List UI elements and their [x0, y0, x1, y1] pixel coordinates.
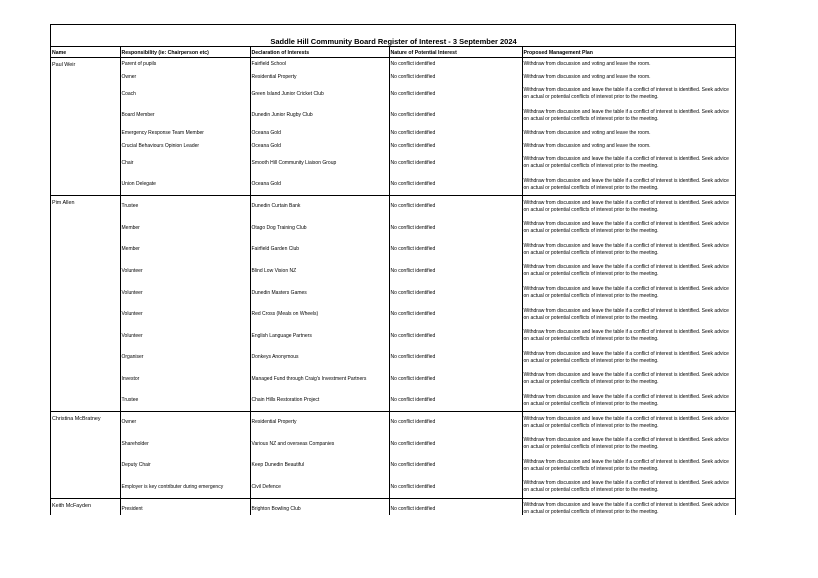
responsibility-cell: Board Member: [120, 105, 250, 127]
header-declaration: Declaration of Interests: [250, 47, 389, 58]
table-row: [51, 477, 736, 499]
nature-cell: No conflict identified: [389, 127, 522, 140]
table-row: [51, 325, 736, 347]
nature-cell: No conflict identified: [389, 433, 522, 455]
table-row: [51, 455, 736, 477]
responsibility-cell: Volunteer: [120, 325, 250, 347]
responsibility-cell: Deputy Chair: [120, 455, 250, 477]
nature-cell: No conflict identified: [389, 105, 522, 127]
plan-cell: Withdraw from discussion and leave the table if a conflict of interest is identified. Seek advice on actual or potential conflicts of interest prior to the meeting.: [522, 498, 736, 515]
register-title: Saddle Hill Community Board Register of Interest - 3 September 2024: [51, 25, 736, 47]
member-name: Pim Allen: [51, 196, 120, 412]
nature-cell: No conflict identified: [389, 261, 522, 283]
declaration-cell: Residential Property: [250, 412, 389, 434]
declaration-cell: Oceana Gold: [250, 140, 389, 153]
table-row: [51, 127, 736, 140]
declaration-cell: Fairfield School: [250, 58, 389, 71]
plan-cell: Withdraw from discussion and leave the table if a conflict of interest is identified. Seek advice on actual or potential conflicts of interest prior to the meeting.: [523, 286, 729, 300]
register-table: [51, 25, 736, 515]
declaration-cell: Managed Fund through Craig's Investment Partners: [250, 369, 389, 391]
plan-cell: Withdraw from discussion and leave the table if a conflict of interest is identified. Seek advice on actual or potential conflicts of interest prior to the meeting.: [523, 87, 729, 101]
plan-cell: Withdraw from discussion and voting and leave the room.: [522, 58, 736, 71]
declaration-cell: Red Cross (Meals on Wheels): [250, 304, 389, 326]
declaration-cell: Dunedin Masters Games: [250, 282, 389, 304]
responsibility-cell: Volunteer: [120, 261, 250, 283]
register-sheet: [50, 24, 736, 515]
responsibility-cell: Union Delegate: [120, 174, 250, 196]
plan-cell: Withdraw from discussion and leave the table if a conflict of interest is identified. Seek advice on actual or potential conflicts of interest prior to the meeting.: [523, 221, 729, 235]
nature-cell: No conflict identified: [389, 140, 522, 153]
table-row: [51, 239, 736, 261]
nature-cell: No conflict identified: [389, 58, 522, 71]
nature-cell: No conflict identified: [389, 153, 522, 175]
responsibility-cell: Emergency Response Team Member: [120, 127, 250, 140]
table-row: [51, 304, 736, 326]
responsibility-cell: Parent of pupils: [120, 58, 250, 71]
plan-cell: Withdraw from discussion and leave the table if a conflict of interest is identified. Seek advice on actual or potential conflicts of interest prior to the meeting.: [523, 329, 729, 343]
plan-cell: Withdraw from discussion and voting and leave the room.: [523, 129, 651, 136]
table-row: [51, 84, 736, 106]
declaration-cell: Dunedin Junior Rugby Club: [250, 105, 389, 127]
plan-cell: Withdraw from discussion and leave the table if a conflict of interest is identified. Seek advice on actual or potential conflicts of interest prior to the meeting.: [523, 177, 729, 191]
nature-cell: No conflict identified: [389, 477, 522, 499]
plan-cell: Withdraw from discussion and leave the table if a conflict of interest is identified. Seek advice on actual or potential conflicts of interest prior to the meeting.: [523, 458, 729, 472]
nature-cell: No conflict identified: [389, 282, 522, 304]
responsibility-cell: Coach: [120, 84, 250, 106]
plan-cell: Withdraw from discussion and leave the table if a conflict of interest is identified. Seek advice on actual or potential conflicts of interest prior to the meeting.: [523, 264, 729, 278]
plan-cell: Withdraw from discussion and leave the table if a conflict of interest is identified. Seek advice on actual or potential conflicts of interest prior to the meeting.: [523, 242, 729, 256]
responsibility-cell: President: [120, 498, 250, 515]
plan-cell: Withdraw from discussion and voting and leave the room.: [523, 142, 651, 149]
declaration-cell: Dunedin Curtain Bank: [250, 196, 389, 218]
nature-cell: No conflict identified: [389, 217, 522, 239]
plan-cell: Withdraw from discussion and leave the table if a conflict of interest is identified. Seek advice on actual or potential conflicts of interest prior to the meeting.: [523, 156, 729, 170]
responsibility-cell: Member: [120, 217, 250, 239]
responsibility-cell: Owner: [120, 71, 250, 84]
table-row: [51, 369, 736, 391]
table-row: [51, 140, 736, 153]
responsibility-cell: Organiser: [120, 347, 250, 369]
plan-cell: Withdraw from discussion and leave the table if a conflict of interest is identified. Seek advice on actual or potential conflicts of interest prior to the meeting.: [523, 437, 729, 451]
declaration-cell: Donkeys Anonymous: [250, 347, 389, 369]
header-plan: Proposed Management Plan: [522, 47, 736, 58]
member-name: Paul Weir: [51, 58, 120, 196]
table-row: [51, 433, 736, 455]
responsibility-cell: Employer is key contributer during emergency: [120, 477, 250, 499]
responsibility-cell: Member: [120, 239, 250, 261]
table-row: [51, 261, 736, 283]
declaration-cell: Keep Dunedin Beautiful: [250, 455, 389, 477]
table-row: [51, 174, 736, 196]
table-row: [51, 71, 736, 84]
table-row: [51, 105, 736, 127]
plan-cell: Withdraw from discussion and leave the table if a conflict of interest is identified. Seek advice on actual or potential conflicts of interest prior to the meeting.: [523, 372, 729, 386]
table-row: [51, 347, 736, 369]
declaration-cell: Blind Low Vision NZ: [250, 261, 389, 283]
plan-cell: Withdraw from discussion and leave the table if a conflict of interest is identified. Seek advice on actual or potential conflicts of interest prior to the meeting.: [523, 108, 729, 122]
member-name: Keith McFayden: [51, 498, 120, 515]
nature-cell: No conflict identified: [389, 390, 522, 412]
responsibility-cell: Chair: [120, 153, 250, 175]
table-row: [51, 217, 736, 239]
nature-cell: No conflict identified: [389, 196, 522, 218]
responsibility-cell: Crucial Behaviours Opinion Leader: [120, 140, 250, 153]
nature-cell: No conflict identified: [389, 369, 522, 391]
nature-cell: No conflict identified: [389, 347, 522, 369]
declaration-cell: Brighton Bowling Club: [250, 498, 389, 515]
nature-cell: No conflict identified: [389, 239, 522, 261]
plan-cell: Withdraw from discussion and leave the table if a conflict of interest is identified. Seek advice on actual or potential conflicts of interest prior to the meeting.: [522, 196, 736, 218]
table-row: [51, 58, 736, 71]
declaration-cell: Civil Defence: [250, 477, 389, 499]
nature-cell: No conflict identified: [389, 325, 522, 347]
declaration-cell: Oceana Gold: [250, 174, 389, 196]
responsibility-cell: Shareholder: [120, 433, 250, 455]
responsibility-cell: Investor: [120, 369, 250, 391]
header-responsibility: Responsibility (ie: Chairperson etc): [120, 47, 250, 58]
declaration-cell: Chain Hills Restoration Project: [250, 390, 389, 412]
declaration-cell: Various NZ and overseas Companies: [250, 433, 389, 455]
responsibility-cell: Volunteer: [120, 304, 250, 326]
nature-cell: No conflict identified: [389, 174, 522, 196]
table-row: [51, 412, 736, 434]
declaration-cell: Fairfield Garden Club: [250, 239, 389, 261]
table-row: [51, 390, 736, 412]
member-name: Christina McBratney: [51, 412, 120, 498]
plan-cell: Withdraw from discussion and leave the table if a conflict of interest is identified. Seek advice on actual or potential conflicts of interest prior to the meeting.: [523, 307, 729, 321]
declaration-cell: Residential Property: [250, 71, 389, 84]
nature-cell: No conflict identified: [389, 71, 522, 84]
plan-cell: Withdraw from discussion and leave the table if a conflict of interest is identified. Seek advice on actual or potential conflicts of interest prior to the meeting.: [523, 350, 729, 364]
declaration-cell: Green Island Junior Cricket Club: [250, 84, 389, 106]
declaration-cell: English Language Partners: [250, 325, 389, 347]
table-row: [51, 196, 736, 218]
nature-cell: No conflict identified: [389, 455, 522, 477]
declaration-cell: Otago Dog Training Club: [250, 217, 389, 239]
responsibility-cell: Volunteer: [120, 282, 250, 304]
declaration-cell: Oceana Gold: [250, 127, 389, 140]
plan-cell: Withdraw from discussion and leave the table if a conflict of interest is identified. Seek advice on actual or potential conflicts of interest prior to the meeting.: [523, 480, 729, 494]
plan-cell: Withdraw from discussion and leave the table if a conflict of interest is identified. Seek advice on actual or potential conflicts of interest prior to the meeting.: [523, 393, 729, 407]
responsibility-cell: Owner: [120, 412, 250, 434]
nature-cell: No conflict identified: [389, 304, 522, 326]
plan-cell: Withdraw from discussion and leave the table if a conflict of interest is identified. Seek advice on actual or potential conflicts of interest prior to the meeting.: [522, 412, 736, 434]
responsibility-cell: Trustee: [120, 196, 250, 218]
declaration-cell: Smooth Hill Community Liaison Group: [250, 153, 389, 175]
table-row: [51, 153, 736, 175]
nature-cell: No conflict identified: [389, 412, 522, 434]
header-nature: Nature of Potential Interest: [389, 47, 522, 58]
table-row: [51, 498, 736, 515]
plan-cell: Withdraw from discussion and voting and leave the room.: [523, 73, 651, 80]
nature-cell: No conflict identified: [389, 84, 522, 106]
nature-cell: No conflict identified: [389, 498, 522, 515]
table-row: [51, 282, 736, 304]
header-name: Name: [51, 47, 120, 58]
responsibility-cell: Trustee: [120, 390, 250, 412]
